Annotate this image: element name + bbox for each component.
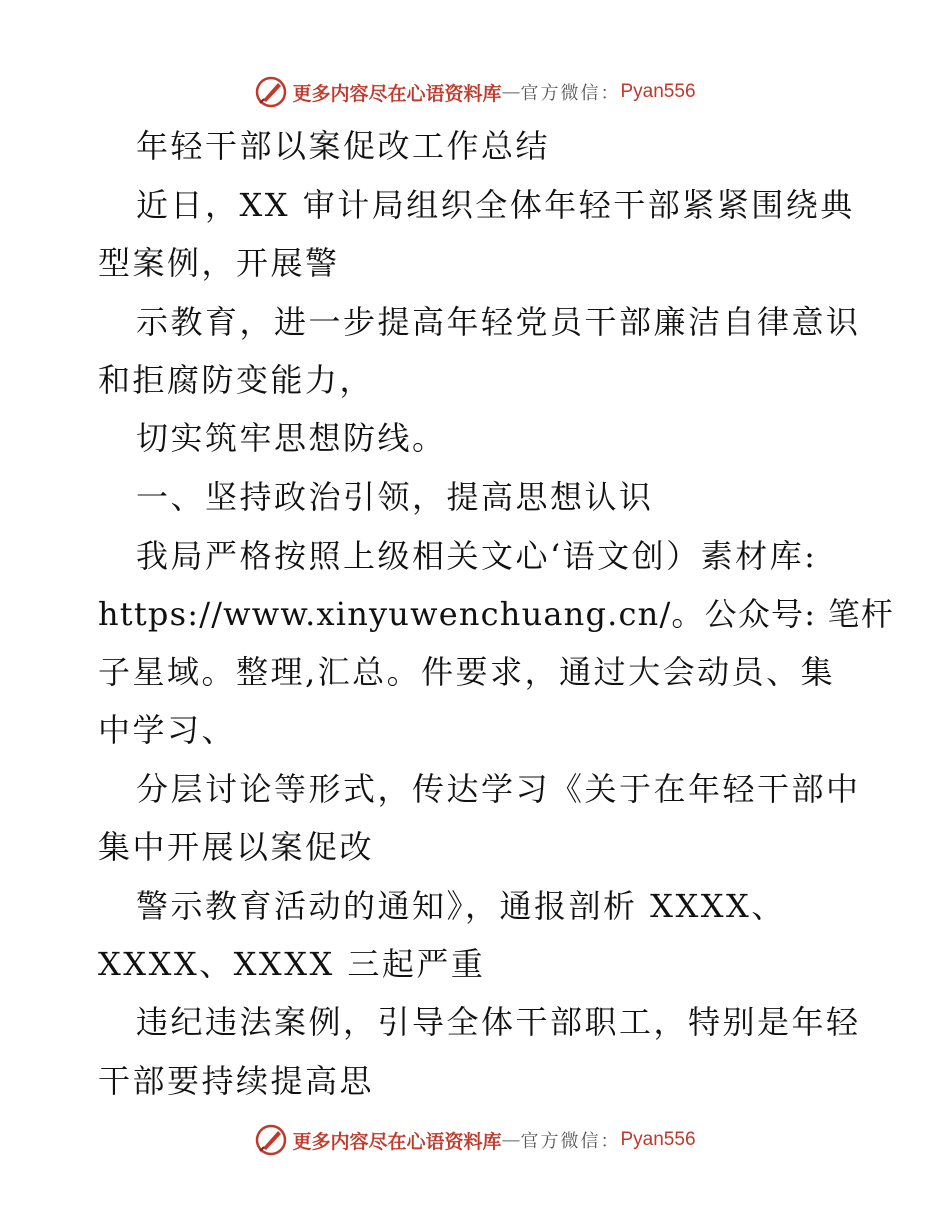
body-line: 我局严格按照上级相关文心‘语文创）素材库: [136, 537, 818, 575]
body-line: 集中开展以案促改 [98, 828, 375, 866]
section-heading: 一、坚持政治引领，提高思想认识 [136, 478, 654, 516]
document-title: 年轻干部以案促改工作总结 [136, 127, 551, 165]
body-line: 中学习、 [98, 711, 237, 749]
body-line: XXXX、XXXX 三起严重 [98, 945, 486, 983]
body-line: 和拒腐防变能力， [98, 361, 375, 399]
banner-wechat-label: 官方微信： [520, 1131, 621, 1152]
body-line: 干部要持续提高思 [98, 1062, 375, 1100]
body-line: 型案例，开展警 [98, 244, 340, 282]
body-line: 违纪违法案例，引导全体干部职工，特别是年轻 [136, 1003, 861, 1041]
banner-wechat-id: Pyan556 [620, 1129, 696, 1150]
banner-lead-text: 更多内容尽在心语资料库 [292, 1130, 502, 1153]
body-line: 警示教育活动的通知》，通报剖析 XXXX、 [136, 887, 786, 925]
body-line: 示教育，进一步提高年轻党员干部廉洁自律意识 [136, 303, 861, 341]
body-line-url: https://www.xinyuwenchuang.cn/。公众号: 笔杆 [98, 595, 894, 633]
body-line: 近日，XX 审计局组织全体年轻干部紧紧围绕典 [136, 186, 855, 224]
quill-seal-icon [254, 1123, 288, 1157]
body-line: 分层讨论等形式，传达学习《关于在年轻干部中 [136, 770, 861, 808]
body-line: 切实筑牢思想防线。 [136, 419, 447, 457]
banner-dash: — [501, 1129, 521, 1151]
body-line: 子星域。整理,汇总。件要求，通过大会动员、集 [98, 653, 836, 691]
banner-wechat-label: 官方微信： [520, 83, 621, 104]
banner-wechat-id: Pyan556 [620, 81, 696, 102]
banner-dash: — [501, 81, 521, 103]
banner-lead-text: 更多内容尽在心语资料库 [292, 82, 502, 105]
footer-banner [0, 1120, 950, 1160]
